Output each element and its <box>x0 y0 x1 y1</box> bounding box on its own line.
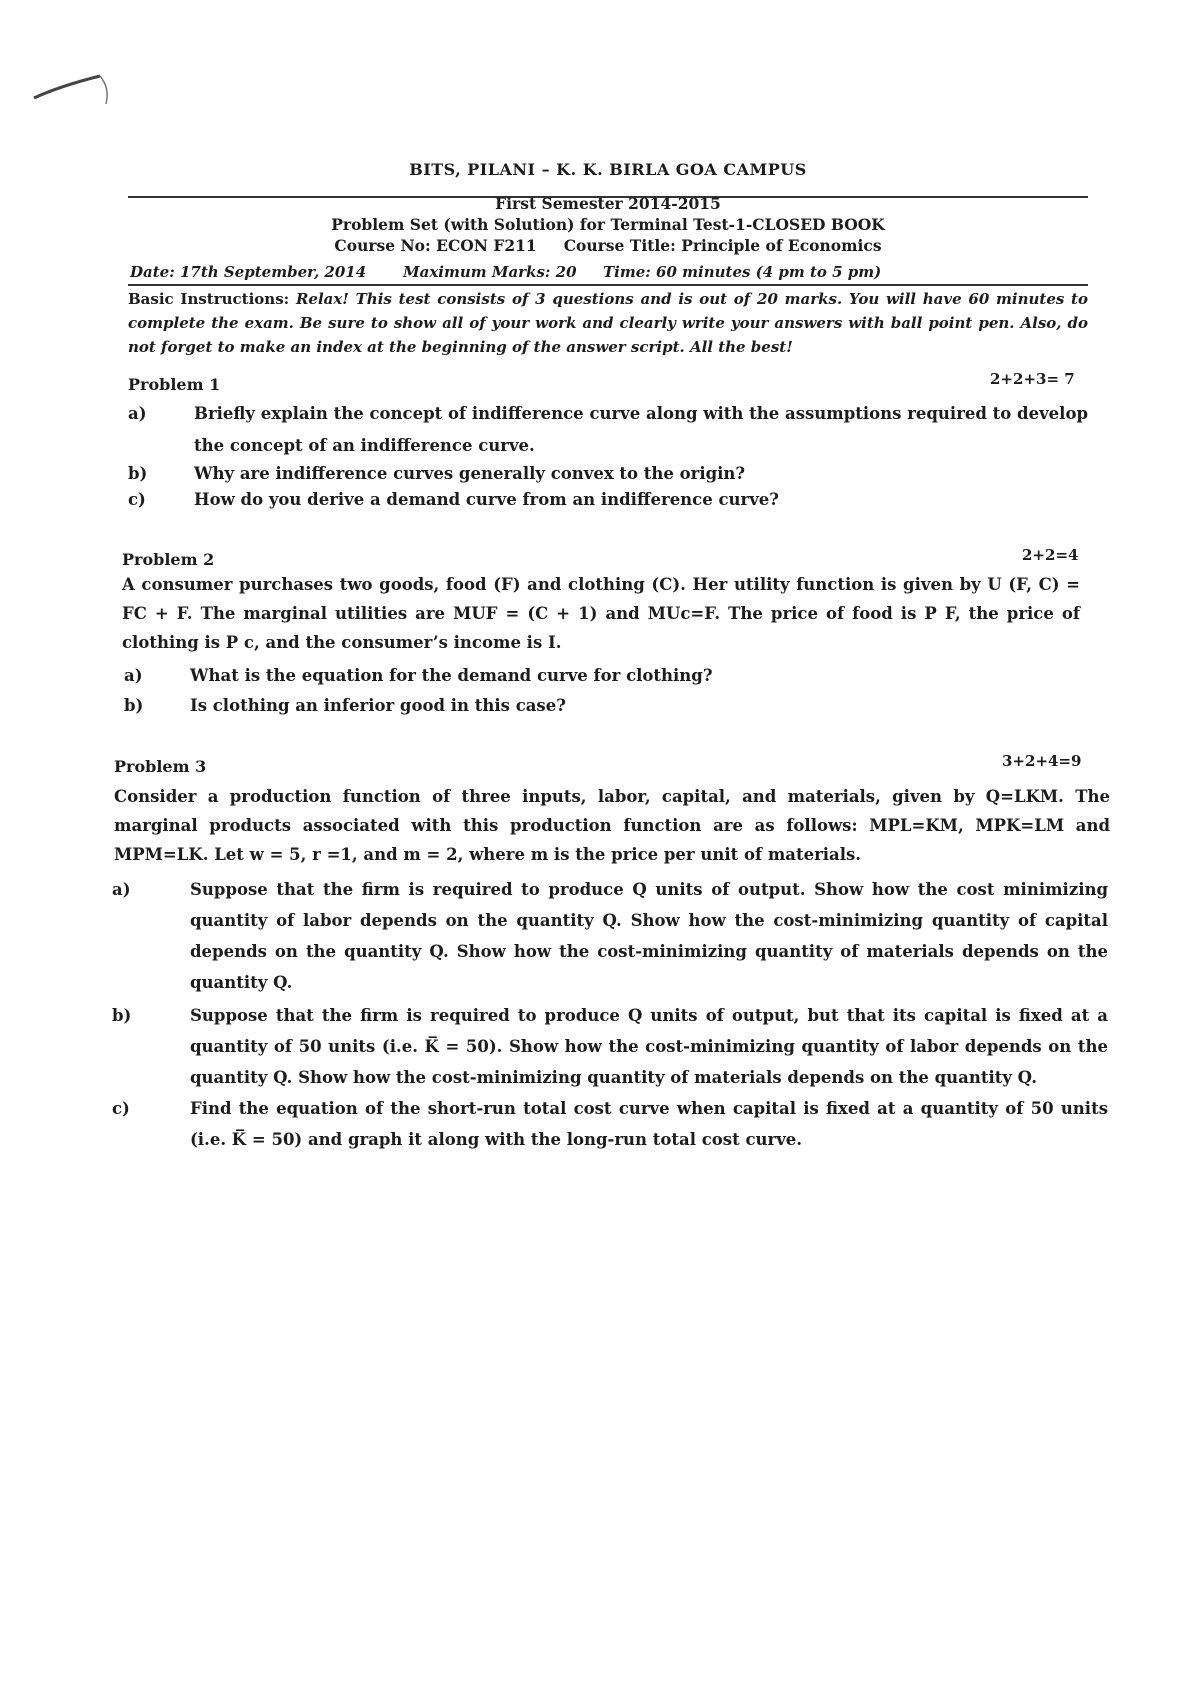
part-label: a) <box>124 666 143 685</box>
problem1-marks: 2+2+3= 7 <box>990 370 1075 388</box>
part-label: b) <box>112 1006 132 1025</box>
part-text: Briefly explain the concept of indifference curve along with the assumptions required to develop the concept of an indifference curve. <box>194 404 1088 455</box>
institution-name: BITS, PILANI – K. K. BIRLA GOA CAMPUS <box>409 160 807 179</box>
course-title: Course Title: Principle of Economics <box>563 236 882 255</box>
pencil-mark <box>30 68 120 118</box>
exam-time: Time: 60 minutes (4 pm to 5 pm) <box>603 263 882 281</box>
part-text: Suppose that the firm is required to produce Q units of output, but that its capital is fixed at a quantity of 50 units (i.e. K̅ = 50). Show how the cost-minimizing quantity of labor depends on the quantity Q. Show how the cost-minimizing quantity of materials depends on the quantity Q. <box>190 1006 1108 1087</box>
problem3-intro: Consider a production function of three inputs, labor, capital, and materials, given by Q=LKM. The marginal products associated with this production function are as follows: MPL=KM, MPK=LM and MPM=LK. Let w = 5, r =1, and m = 2, where m is the price per unit of materials. <box>114 787 1110 864</box>
problem3-title: Problem 3 <box>114 757 207 776</box>
date-rule <box>128 284 1088 286</box>
max-marks: Maximum Marks: 20 <box>403 263 577 281</box>
problem3-marks: 3+2+4=9 <box>1002 752 1082 770</box>
part-text: Find the equation of the short-run total cost curve when capital is fixed at a quantity of 50 units (i.e. K̅ = 50) and graph it along with the long-run total cost curve. <box>190 1099 1108 1149</box>
part-text: Suppose that the firm is required to produce Q units of output. Show how the cost minimizing quantity of labor depends on the quantity Q. Show how the cost-minimizing quantity of capital depends on the quantity Q. Show how the cost-minimizing quantity of materials depends on the quantity Q. <box>190 880 1108 992</box>
part-label: b) <box>124 696 144 715</box>
part-label: a) <box>112 880 131 899</box>
semester: First Semester 2014-2015 <box>495 194 721 213</box>
part-text: Is clothing an inferior good in this case? <box>190 696 566 715</box>
part-text: What is the equation for the demand curve for clothing? <box>190 666 713 685</box>
part-label: c) <box>128 490 146 509</box>
part-text: Why are indifference curves generally convex to the origin? <box>194 464 746 483</box>
course-no: Course No: ECON F211 <box>334 236 537 255</box>
problem2-intro: A consumer purchases two goods, food (F) and clothing (C). Her utility function is given by U (F, C) = FC + F. The marginal utilities are MUF = (C + 1) and MUc=F. The price of food is P F, the price of clothing is P c, and the consumer’s income is I. <box>122 575 1080 652</box>
part-label: a) <box>128 404 147 423</box>
part-label: b) <box>128 464 148 483</box>
exam-date: Date: 17th September, 2014 <box>130 263 367 281</box>
problem2-marks: 2+2=4 <box>1022 546 1079 564</box>
basic-instructions-label: Basic Instructions: <box>128 290 290 308</box>
problem1-title: Problem 1 <box>128 375 221 394</box>
part-text: How do you derive a demand curve from an indifference curve? <box>194 490 779 509</box>
problem-set-title: Problem Set (with Solution) for Terminal Test-1-CLOSED BOOK <box>331 215 885 234</box>
problem2-title: Problem 2 <box>122 550 215 569</box>
part-label: c) <box>112 1099 130 1118</box>
basic-instructions-text: Relax! This test consists of 3 questions and is out of 20 marks. You will have 60 minutes to complete the exam. Be sure to show all of your work and clearly write your answers with ball point pen. Also, do not forget to make an index at the beginning of the answer script. All the best! <box>128 290 1088 356</box>
course-info <box>128 236 1088 255</box>
basic-instructions <box>128 287 1088 359</box>
